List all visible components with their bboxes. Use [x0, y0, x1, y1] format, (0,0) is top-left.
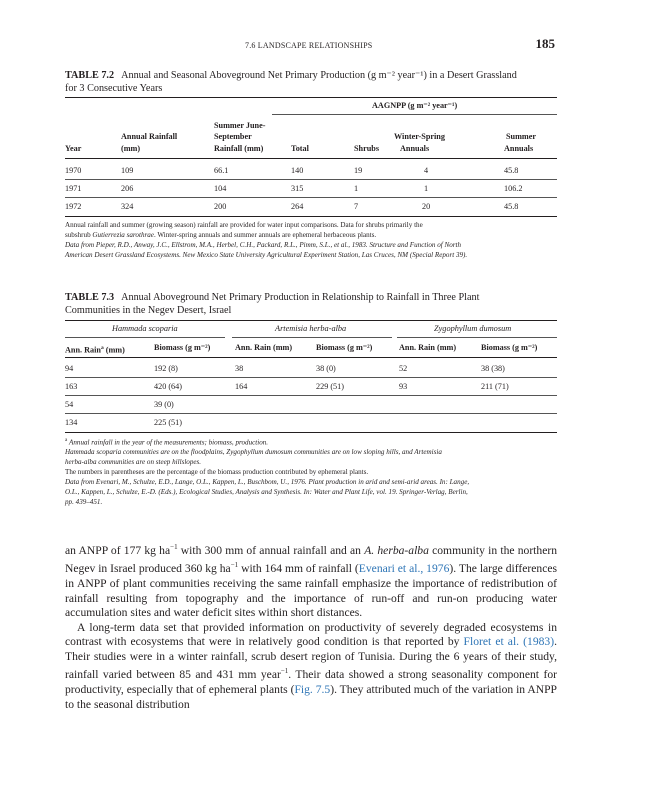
citation-link[interactable]: Evenari et al., 1976: [358, 562, 450, 576]
column-header: Annuals: [504, 144, 534, 153]
cell-shrubs: 19: [354, 166, 363, 175]
note-line: Data from Evenari, M., Schulze, E.D., Lange, O.L., Kappen, L., Buschbom, U., 1976. Plant production in arid and semi-arid areas. In: Lange,: [65, 478, 470, 487]
cell-rain: 324: [121, 202, 134, 211]
table-rule: [65, 432, 557, 433]
cell-summer-annuals: 106.2: [504, 184, 523, 193]
cell-rain: 109: [121, 166, 134, 175]
column-header: Rainfall (mm): [214, 144, 264, 153]
note-line: O.L., Kappen, L., Schulze, E.-D. (Eds.), Ecological Studies, Analysis and Synthesis. In: Water and Plant Life, vol. 19. Springer-Verlag, Berlin,: [65, 488, 468, 497]
cell-rain: 54: [65, 400, 74, 409]
column-header: Summer June-: [214, 121, 266, 130]
caption-text: Communities in the Negev Desert, Israel: [65, 304, 232, 316]
cell-summer-rain: 104: [214, 184, 227, 193]
cell-biomass: 38 (38): [481, 364, 505, 373]
table-7-2-notes: [65, 220, 557, 260]
column-header: Biomass (g m⁻²): [316, 343, 373, 352]
table-7-3-notes: [65, 436, 557, 507]
cell-winter-spring: 1: [424, 184, 429, 193]
cell-summer-rain: 66.1: [214, 166, 229, 175]
paragraph: A long-term data set that provided information on productivity of severely degraded ecosystems in contrast with ecosystems that were in relatively good condition is that reported by Floret et al. (1983). Their studies were in a winter rainfall, scrub desert region of Tunisia. During the 6 years of their study, rainfall varied between 85 and 431 mm year$^{-1}$. Their data showed a strong seasonality component for productivity, especially that of ephemeral plants (Fig. 7.5). They attributed much of the variation in ANPP to the seasonal distribution: [65, 620, 557, 711]
cell-biomass: 192 (8): [154, 364, 178, 373]
column-header: Biomass (g m⁻²): [481, 343, 538, 352]
table-rule: [65, 337, 225, 338]
note-line: American Desert Grassland Ecosystems. New Mexico State University Agricultural Experiment Station, Las Cruces, NM (Special Report 39).: [65, 251, 468, 259]
cell-year: 1971: [65, 184, 82, 193]
column-header: Winter-Spring: [394, 132, 445, 141]
cell-rain: 206: [121, 184, 134, 193]
cell-rain: 52: [399, 364, 408, 373]
column-header: (mm): [121, 144, 141, 153]
cell-total: 315: [291, 184, 304, 193]
cell-rain: 93: [399, 382, 408, 391]
cell-summer-rain: 200: [214, 202, 227, 211]
cell-rain: 94: [65, 364, 74, 373]
cell-total: 264: [291, 202, 304, 211]
note-line: $^a$ Annual rainfall in the year of the measurements; biomass, production.: [65, 438, 269, 447]
figure-link[interactable]: Fig. 7.5: [294, 682, 331, 696]
note-line: Hammada scoparia communities are on the floodplains, Zygophyllum dumosum communities are on low sloping hills, and Artemisia: [65, 448, 442, 457]
table-rule: [397, 337, 557, 338]
column-header: Annual Rainfall: [121, 132, 178, 141]
cell-rain: 134: [65, 418, 78, 427]
column-header: Ann. Rain (mm): [399, 343, 457, 352]
running-title: 7.6 LANDSCAPE RELATIONSHIPS: [245, 41, 373, 50]
cell-rain: 163: [65, 382, 78, 391]
caption-text: Annual Aboveground Net Primary Production in Relationship to Rainfall in Three Plant: [121, 292, 480, 303]
note-line: pp. 439–451.: [65, 498, 103, 507]
caption-text: for 3 Consecutive Years: [65, 82, 163, 94]
cell-total: 140: [291, 166, 304, 175]
table-rule: [65, 357, 557, 358]
column-header: Year: [65, 144, 82, 153]
group-header: AAGNPP (g m⁻² year⁻¹): [372, 101, 458, 110]
cell-year: 1972: [65, 202, 82, 211]
cell-biomass: 39 (0): [154, 400, 174, 409]
cell-biomass: 38 (0): [316, 364, 336, 373]
cell-biomass: 420 (64): [154, 382, 182, 391]
cell-winter-spring: 4: [424, 166, 429, 175]
table-rule: [65, 377, 557, 378]
table-rule: [65, 413, 557, 414]
body-text: [65, 540, 557, 712]
cell-shrubs: 1: [354, 184, 359, 193]
cell-shrubs: 7: [354, 202, 359, 211]
group-header: Artemisia herba-alba: [275, 324, 347, 333]
column-header: Shrubs: [354, 144, 380, 153]
table-rule: [272, 114, 557, 115]
column-header: September: [214, 132, 252, 141]
table-rule: [65, 97, 557, 98]
table-7-3-caption: [65, 292, 557, 317]
cell-rain: 164: [235, 382, 248, 391]
note-line: herba-alba communities are on steep hillslopes.: [65, 458, 202, 467]
table-label: TABLE 7.3: [65, 292, 115, 303]
column-header: Total: [291, 144, 309, 153]
table-rule: [232, 337, 392, 338]
table-rule: [65, 320, 557, 321]
caption-text: Annual and Seasonal Aboveground Net Primary Production (g m⁻² year⁻¹) in a Desert Grassland: [121, 70, 517, 81]
note-line: Data from Pieper, R.D., Anway, J.C., Ellstrom, M.A., Herbel, C.H., Packard, R.L., Pimm, S.L., et al., 1983. Structure and Function of North: [65, 241, 462, 249]
cell-biomass: 225 (51): [154, 418, 182, 427]
cell-rain: 38: [235, 364, 244, 373]
table-rule: [65, 395, 557, 396]
note-line: Annual rainfall and summer (growing season) rainfall are provided for water input comparisons. Data for shrubs primarily the: [65, 221, 423, 229]
citation-link[interactable]: Floret et al. (1983): [463, 635, 555, 649]
column-header: Ann. Rain (mm): [235, 343, 293, 352]
running-header: [65, 36, 555, 56]
column-header: Summer: [506, 132, 537, 141]
cell-summer-annuals: 45.8: [504, 202, 519, 211]
group-header: Hammada scoparia: [112, 324, 178, 333]
note-line: The numbers in parentheses are the percentage of the biomass production contributed by ephemeral plants.: [65, 468, 369, 477]
paragraph: an ANPP of 177 kg $ha^{-1}$ with 300 mm of annual rainfall and an A. herba-alba community in the northern Negev in Israel produced 360 kg $ha^{-1}$ with 164 mm of rainfall (Evenari et al., 1976). The large differences in ANPP of plant communities receiving the same rainfall emphasize the importance of redistribution of rainfall resulting from topography and the importance of run-off and run-on producing water accumulation sites and water deficit sites within short distances.: [65, 543, 557, 620]
column-header: Biomass (g m⁻²): [154, 343, 211, 352]
table-rule: [65, 216, 557, 217]
column-header: Ann. Rain$^a$ (mm): [65, 345, 125, 355]
table-rule: [65, 158, 557, 159]
cell-year: 1970: [65, 166, 82, 175]
page-number: 185: [535, 36, 555, 51]
cell-biomass: 229 (51): [316, 382, 344, 391]
group-header: Zygophyllum dumosum: [434, 324, 512, 333]
column-header: Annuals: [400, 144, 430, 153]
table-rule: [65, 197, 557, 198]
note-line: subshrub Gutierrezia sarothrae. Winter-spring annuals and summer annuals are ephemeral herbaceous plants.: [65, 231, 377, 239]
cell-biomass: 211 (71): [481, 382, 509, 391]
table-7-2-caption: [65, 70, 557, 95]
cell-summer-annuals: 45.8: [504, 166, 519, 175]
table-label: TABLE 7.2: [65, 70, 115, 81]
table-rule: [65, 179, 557, 180]
cell-winter-spring: 20: [422, 202, 431, 211]
